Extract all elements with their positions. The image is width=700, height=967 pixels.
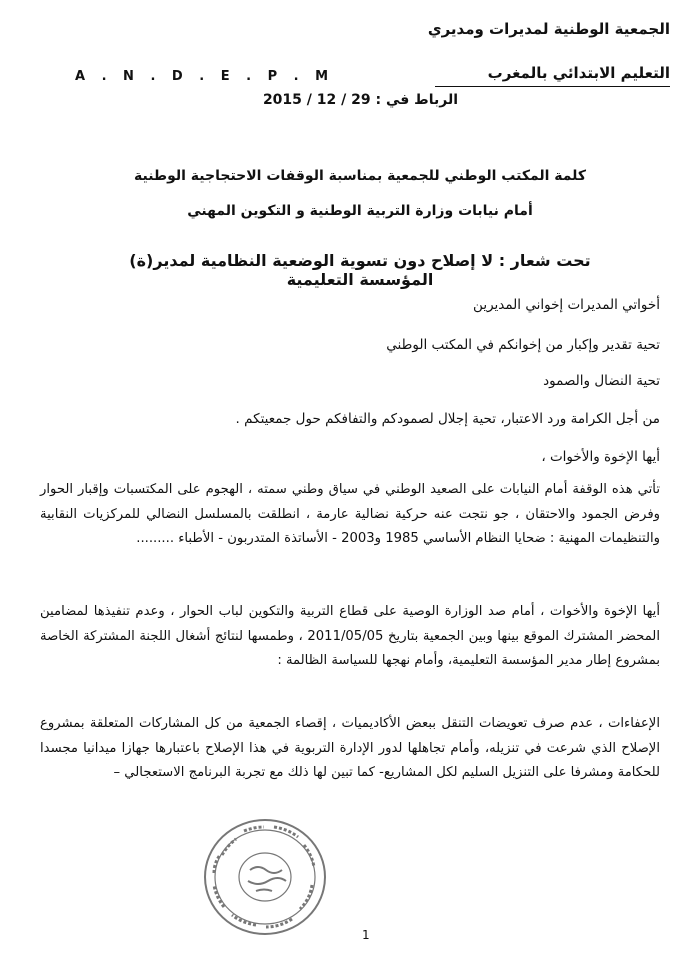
header-divider: [435, 86, 670, 87]
greeting-line: أخواتي المديرات إخواني المديرين: [473, 297, 660, 313]
organization-name-line1: الجمعية الوطنية لمديرات ومديري: [427, 20, 670, 38]
document-title-line1: كلمة المكتب الوطني للجمعية بمناسبة الوقفات الاحتجاجية الوطنية: [133, 168, 587, 184]
body-paragraph: الإعفاءات ، عدم صرف تعويضات التنقل ببعض الأكاديميات ، إقصاء الجمعية من كل المشاركات المتعلقة بمشروع الإصلاح الذي شرعت في تنزيله، وأمام تجاهلها لدور الإدارة التربوية في هذا الإصلاح باعتبارها جهازا ميدانيا مجسدا للحكامة ومشرفا على التنزيل السليم لكل المشاريع- كما تبين لها ذلك مع تجربة البرنامج الاستعجالي –: [40, 716, 660, 780]
page-number: 1: [362, 928, 370, 942]
body-paragraph: تأتي هذه الوقفة أمام النيابات على الصعيد الوطني في سياق وطني سمته ، الهجوم على المكتسبات وإقبار الحوار وفرض الجمود والاحتقان ، جو نتجت عنه حركية نضالية عارمة ، انطلقت بالمسلسل النضالي للمركزيات النقابية والتنظيمات المهنية : ضحايا النظام الأساسي 1985 و2003 - الأساتذة المتدربون - الأطباء .........: [40, 482, 660, 546]
organization-name-line2: التعليم الابتدائي بالمغرب: [487, 64, 670, 82]
round-stamp-icon: [200, 815, 330, 940]
greeting-line: تحية النضال والصمود: [543, 373, 660, 389]
greeting-line: من أجل الكرامة ورد الاعتبار، تحية إجلال لصمودكم والتفافكم حول جمعيتكم .: [235, 411, 660, 427]
organization-acronym: A . N . D . E . P . M: [75, 69, 335, 84]
greeting-line: أيها الإخوة والأخوات ،: [541, 449, 660, 465]
document-title-line2: أمام نيابات وزارة التربية الوطنية و التكوين المهني: [187, 203, 533, 219]
body-paragraph: أيها الإخوة والأخوات ، أمام صد الوزارة الوصية على قطاع التربية والتكوين لباب الحوار ، وعدم تنفيذها لمضامين المحضر المشترك الموقع بينها وبين الجمعية بتاريخ 2011/05/05 ، وطمسها لنتائج أشغال اللجنة المشتركة الخاصة بمشروع إطار مدير المؤسسة التعليمية، وأمام نهجها للسياسة الظالمة :: [40, 604, 660, 668]
document-date: الرباط في : 29 / 12 / 2015: [262, 92, 458, 108]
greeting-line: تحية تقدير وإكبار من إخوانكم في المكتب الوطني: [386, 337, 660, 353]
document-slogan: تحت شعار : لا إصلاح دون تسوية الوضعية النظامية لمدير(ة) المؤسسة التعليمية: [129, 251, 591, 289]
